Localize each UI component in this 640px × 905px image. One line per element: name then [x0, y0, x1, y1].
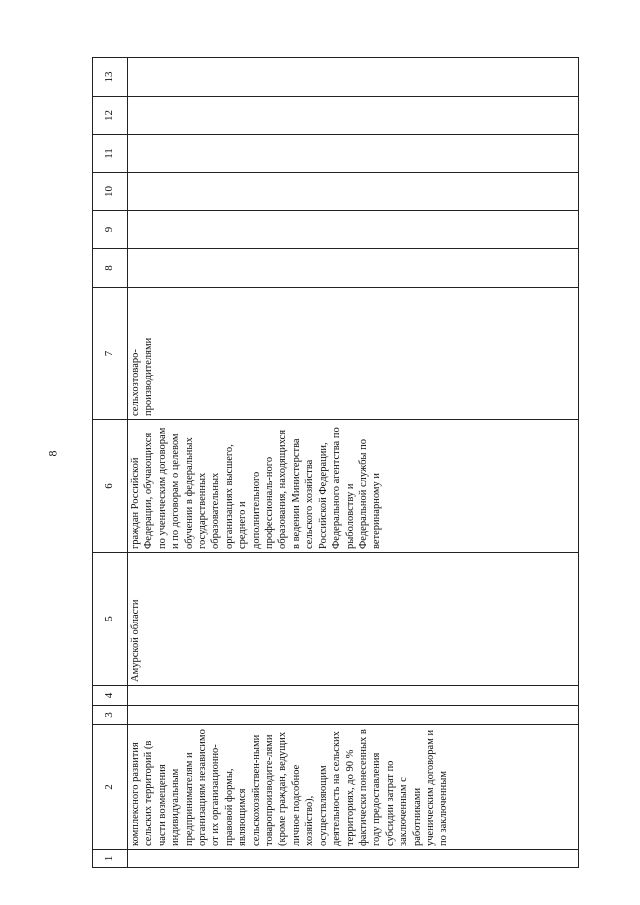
- cell-col-11: [128, 135, 579, 173]
- header-cell: 1: [93, 850, 128, 868]
- cell-col-10: [128, 173, 579, 211]
- header-cell: 2: [93, 725, 128, 850]
- cell-col-6: граждан Российской Федерации, обучающихся по ученическим договорам и по договорам о целевом обучении в федеральных государственных образовательных организациях высшего, среднего и дополнительного профессиональ-ного образования, находящихся в ведении Министерства сельского хозяйства Российской Федерации, Федерального агентства по рыболовству и Федеральной службы по ветеринарному и: [128, 420, 579, 553]
- table-row: [128, 58, 579, 868]
- page-number: 8: [45, 450, 60, 457]
- header-cell: 12: [93, 97, 128, 135]
- cell-col-7: сельхозтоваро-производителями: [128, 288, 579, 420]
- cell-col-2: комплексного развития сельских территорий (в части возмещения индивидуальным предпринимателям и организациям независимо от их организационно-правовой формы, являющимся сельскохозяйствен-ными товаропроизводите-лями (кроме граждан, ведущих личное подсобное хозяйство), осуществляющим деятельность на сельских территориях, до 90 % фактически понесенных в году предоставления субсидии затрат по заключенным с работниками ученическим договорам и по заключенным: [128, 725, 579, 850]
- data-table: [92, 57, 579, 868]
- cell-col-1: [128, 850, 579, 868]
- header-cell: 8: [93, 249, 128, 288]
- header-cell: 6: [93, 420, 128, 553]
- cell-col-8: [128, 249, 579, 288]
- header-cell: 13: [93, 58, 128, 97]
- rotated-table-container: [92, 60, 578, 868]
- header-cell: 10: [93, 173, 128, 211]
- header-cell: 3: [93, 706, 128, 725]
- header-cell: 9: [93, 211, 128, 249]
- cell-col-12: [128, 97, 579, 135]
- cell-col-13: [128, 58, 579, 97]
- header-cell: 11: [93, 135, 128, 173]
- header-cell: 5: [93, 553, 128, 686]
- cell-col-3: [128, 706, 579, 725]
- cell-col-4: [128, 686, 579, 706]
- header-cell: 4: [93, 686, 128, 706]
- header-row: [93, 58, 128, 868]
- header-cell: 7: [93, 288, 128, 420]
- cell-col-5: Амурской области: [128, 553, 579, 686]
- cell-col-9: [128, 211, 579, 249]
